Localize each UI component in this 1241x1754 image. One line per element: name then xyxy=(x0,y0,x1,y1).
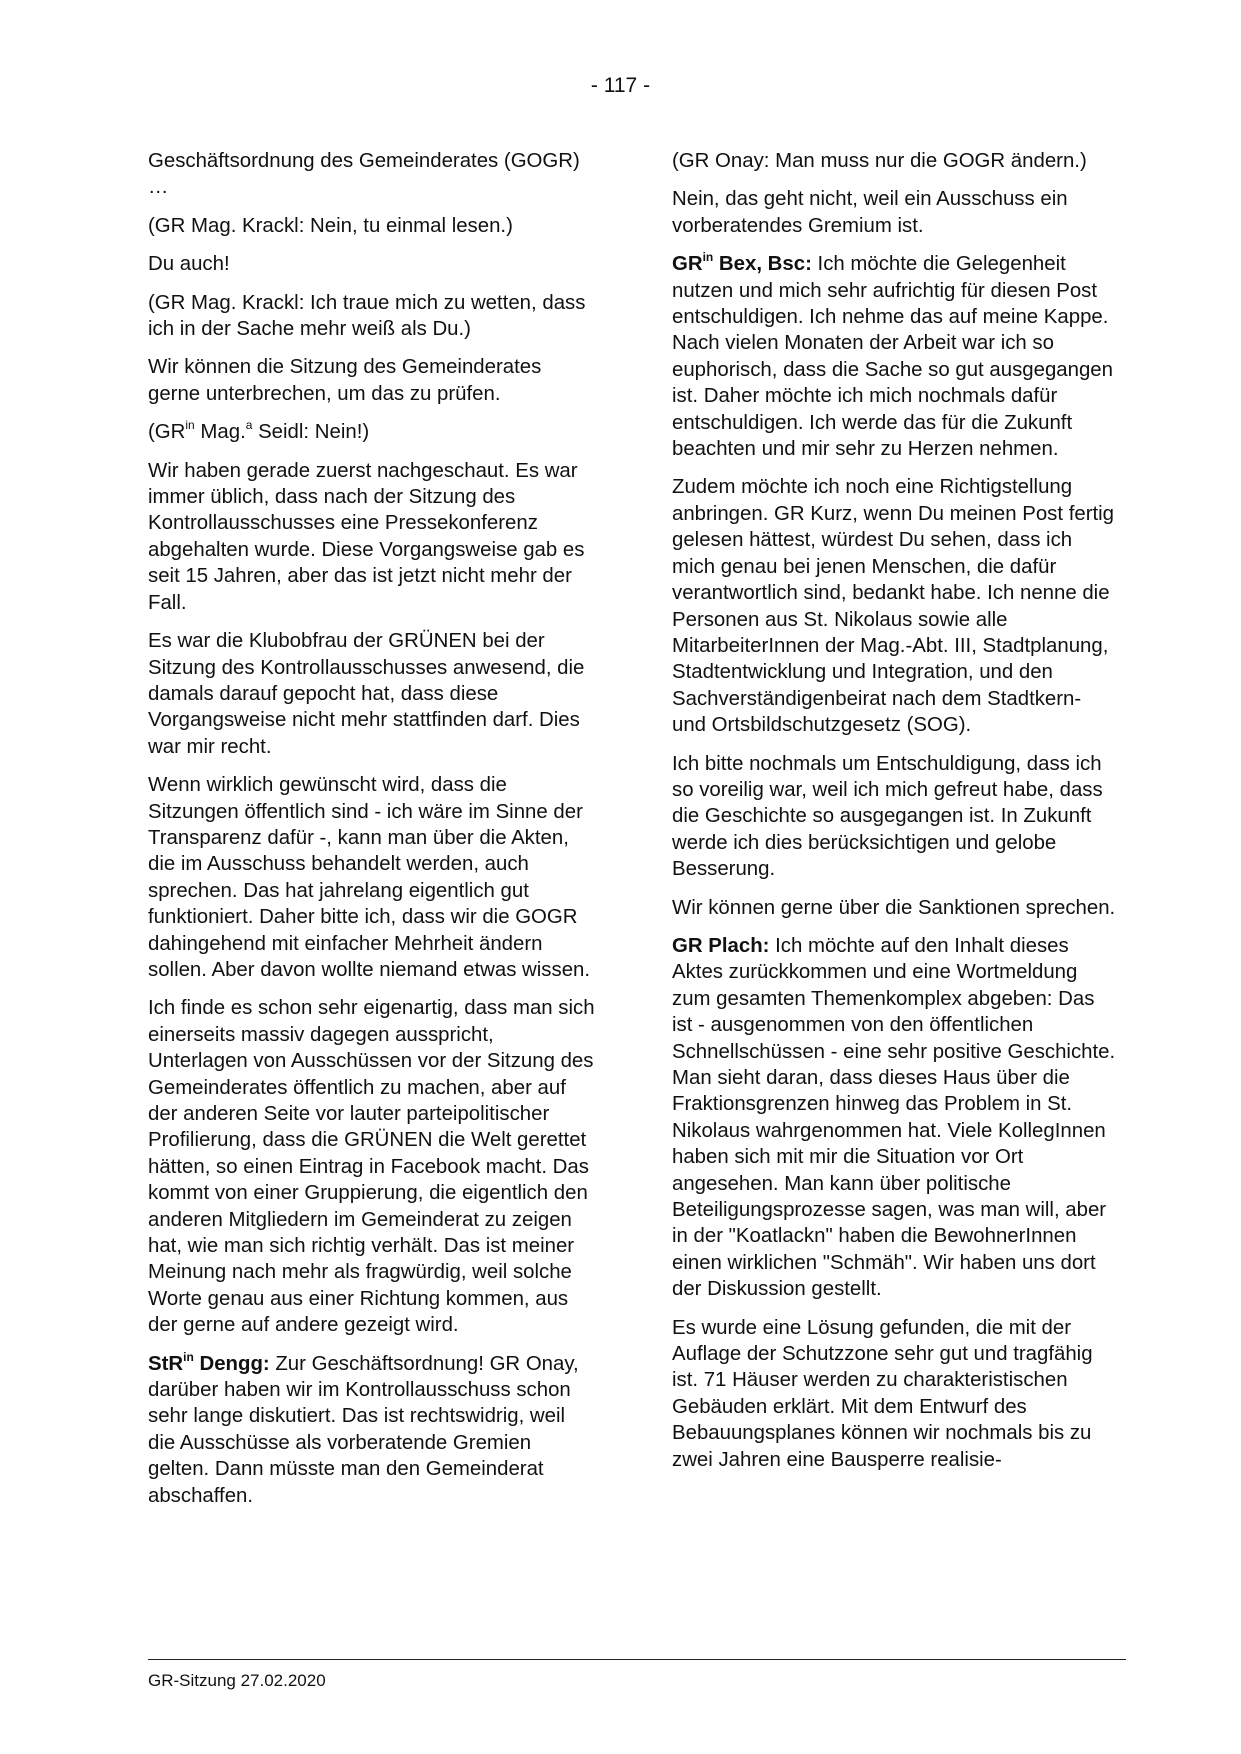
paragraph: Nein, das geht nicht, weil ein Ausschuss ein vorberatendes Gremium ist. xyxy=(672,188,1068,237)
paragraph: Wenn wirklich gewünscht wird, dass die Sitzungen öffentlich sind - ich wäre im Sinne der Transparenz dafür -, kann man über die Akten, die im Ausschuss behandelt werden, auch sprechen. Das hat jahrelang eigentlich gut funktioniert. Daher bitte ich, dass wir die GOGR dahingehend mit einfacher Mehrheit ändern sollen. Aber davon wollte niemand etwas wissen. xyxy=(148,774,591,981)
speaker-paragraph: GR Plach: Ich möchte auf den Inhalt dieses Aktes zurückkommen und eine Wortmeldung zum gesamten Themenkomplex abgeben: Das ist - ausgenommen von den öffentlichen Schnellschüssen - eine sehr positive Geschichte. Man sieht daran, dass dieses Haus über die Fraktionsgrenzen hinweg das Problem in St. Nikolaus wahrgenommen hat. Viele KollegInnen haben sich mit mir die Situation vor Ort angesehen. Man kann über politische Beteiligungsprozesse sagen, was man will, aber in der "Koatlackn" haben die BewohnerInnen einen wirklichen "Schmäh". Wir haben uns dort der Diskussion gestellt. xyxy=(672,934,1116,1301)
paragraph: Wir können gerne über die Sanktionen sprechen. xyxy=(672,896,1116,919)
paragraph: (GR Mag. Krackl: Ich traue mich zu wetten, dass ich in der Sache mehr weiß als Du.) xyxy=(148,291,586,341)
speaker-paragraph: $GR^{in}$ Bex, Bsc: Ich möchte die Gelegenheit nutzen und mich sehr aufrichtig für diesen Post entschuldigen. Ich nehme das auf meine Kappe. Nach vielen Monaten der Arbeit war ich so euphorisch, dass die Sache so gut ausgegangen ist. Daher möchte ich mich nochmals dafür entschuldigen. Ich werde das für die Zukunft beachten und mir sehr zu Herzen nehmen. xyxy=(672,250,1113,461)
speaker-name: StR$^{in}$ Dengg: xyxy=(148,1349,270,1375)
paragraph: ($GR^{in}$ Mag.$^a$ Seidl: Nein!) xyxy=(148,418,370,444)
paragraph: (GR Onay: Man muss nur die GOGR ändern.) xyxy=(672,150,1087,172)
left-column xyxy=(148,148,596,1521)
speaker-name: $GR^{in}$ Bex, Bsc: xyxy=(672,250,812,276)
footer-divider xyxy=(148,1659,1126,1660)
paragraph: (GR Mag. Krackl: Nein, tu einmal lesen.) xyxy=(148,214,513,237)
paragraph: Es war die Klubobfrau der GRÜNEN bei der Sitzung des Kontrollausschusses anwesend, die damals darauf gepocht hat, dass diese Vorgangsweise nicht mehr stattfinden darf. Dies war mir recht. xyxy=(148,630,585,758)
page-number: - 117 - xyxy=(590,74,651,97)
footer-text: GR-Sitzung 27.02.2020 xyxy=(148,1671,326,1690)
speaker-paragraph: StR$^{in}$ Dengg: Zur Geschäftsordnung! GR Onay, darüber haben wir im Kontrollausschuss schon sehr lange diskutiert. Das ist rechtswidrig, weil die Ausschüsse als vorberatende Gremien gelten. Dann müsste man den Gemeinderat abschaffen. xyxy=(148,1349,579,1507)
paragraph: Du auch! xyxy=(148,253,230,276)
paragraph: Ich bitte nochmals um Entschuldigung, dass ich so voreilig war, weil ich mich gefreut habe, dass die Geschichte so ausgegangen ist. In Zukunft werde ich dies berücksichtigen und gelobe Besserung. xyxy=(672,752,1103,881)
paragraph: Wir können die Sitzung des Gemeinderates gerne unterbrechen, um das zu prüfen. xyxy=(148,356,542,405)
paragraph: Wir haben gerade zuerst nachgeschaut. Es war immer üblich, dass nach der Sitzung des Kontrollausschusses eine Pressekonferenz abgehalten wurde. Diese Vorgangsweise gab es seit 15 Jahren, aber das ist jetzt nicht mehr der Fall. xyxy=(148,459,585,614)
paragraph: Geschäftsordnung des Gemeinderates (GOGR) … xyxy=(148,150,580,199)
paragraph: Ich finde es schon sehr eigenartig, dass man sich einerseits massiv dagegen ausspricht, Unterlagen von Ausschüssen vor der Sitzung des Gemeinderates öffentlich zu machen, aber auf der anderen Seite vor lauter parteipolitischer Profilierung, dass die GRÜNEN die Welt gerettet hätten, so einen Eintrag in Facebook macht. Das kommt von einer Gruppierung, die eigentlich den anderen Mitgliedern im Gemeinderat zu zeigen hat, wie man sich richtig verhält. Das ist meiner Meinung nach mehr als fragwürdig, weil solche Worte genau aus einer Richtung kommen, aus der gerne auf andere gezeigt wird. xyxy=(148,997,595,1337)
speaker-name: GR Plach: xyxy=(672,934,770,957)
paragraph: Zudem möchte ich noch eine Richtigstellung anbringen. GR Kurz, wenn Du meinen Post fertig gelesen hättest, würdest Du sehen, dass ich mich genau bei jenen Menschen, die dafür verantwortlich sind, bedankt habe. Ich nenne die Personen aus St. Nikolaus sowie alle MitarbeiterInnen der Mag.-Abt. III, Stadtplanung, Stadtentwicklung und Integration, und den Sachverständigenbeirat nach dem Stadtkern- und Ortsbildschutzgesetz (SOG). xyxy=(672,476,1115,737)
right-column xyxy=(672,148,1120,1485)
paragraph: Es wurde eine Lösung gefunden, die mit der Auflage der Schutzzone sehr gut und tragfähig ist. 71 Häuser werden zu charakteristischen Gebäuden erklärt. Mit dem Entwurf des Bebauungsplanes können wir nochmals bis zu zwei Jahren eine Bausperre realisie- xyxy=(672,1316,1093,1471)
